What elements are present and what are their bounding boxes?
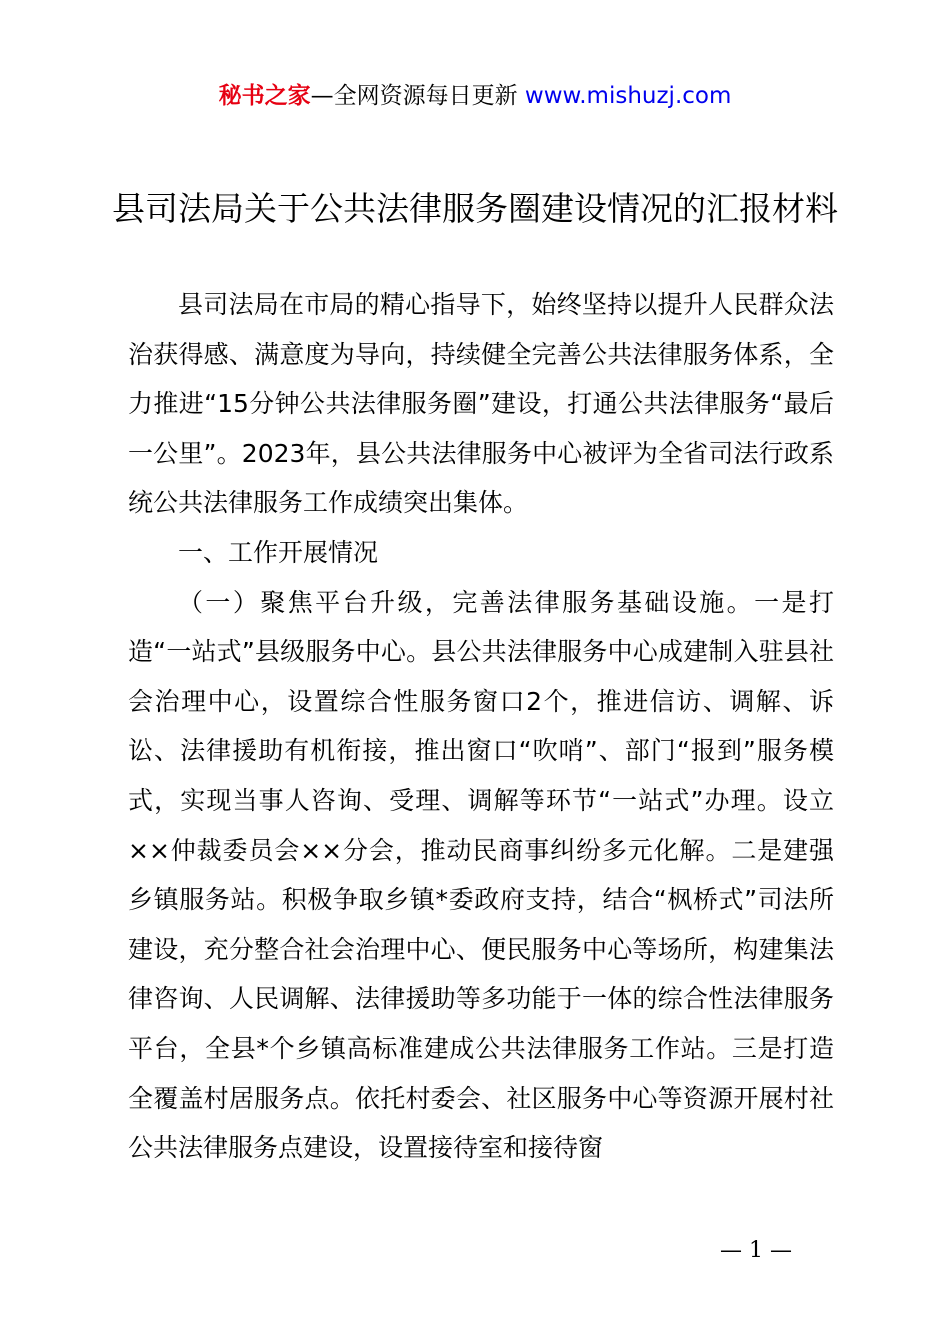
document-body — [128, 280, 834, 1173]
site-url-link[interactable]: www.mishuzj.com — [524, 83, 732, 109]
site-header — [0, 80, 950, 112]
site-tagline: —全网资源每日更新 — [310, 83, 525, 109]
body-paragraph: （一）聚焦平台升级，完善法律服务基础设施。一是打造“一站式”县级服务中心。县公共法律服务中心成建制入驻县社会治理中心，设置综合性服务窗口2个，推进信访、调解、诉讼、法律援助有机衔接，推出窗口“吹哨”、部门“报到”服务模式，实现当事人咨询、受理、调解等环节“一站式”办理。设立××仲裁委员会××分会，推动民商事纠纷多元化解。二是建强乡镇服务站。积极争取乡镇*委政府支持，结合“枫桥式”司法所建设，充分整合社会治理中心、便民服务中心等场所，构建集法律咨询、人民调解、法律援助等多功能于一体的综合性法律服务平台，全县*个乡镇高标准建成公共法律服务工作站。三是打造全覆盖村居服务点。依托村委会、社区服务中心等资源开展村社公共法律服务点建设，设置接待室和接待窗 — [128, 587, 834, 1163]
site-brand: 秘书之家 — [218, 83, 311, 109]
intro-paragraph: 县司法局在市局的精心指导下，始终坚持以提升人民群众法治获得感、满意度为导向，持续健全完善公共法律服务体系，全力推进“15分钟公共法律服务圈”建设，打通公共法律服务“最后一公里”。2023年，县公共法律服务中心被评为全省司法行政系统公共法律服务工作成绩突出集体。 — [128, 290, 834, 518]
page-number: — 1 — — [720, 1238, 792, 1263]
document-title: 县司法局关于公共法律服务圈建设情况的汇报材料 — [112, 189, 838, 228]
section-heading: 一、工作开展情况 — [178, 537, 379, 567]
